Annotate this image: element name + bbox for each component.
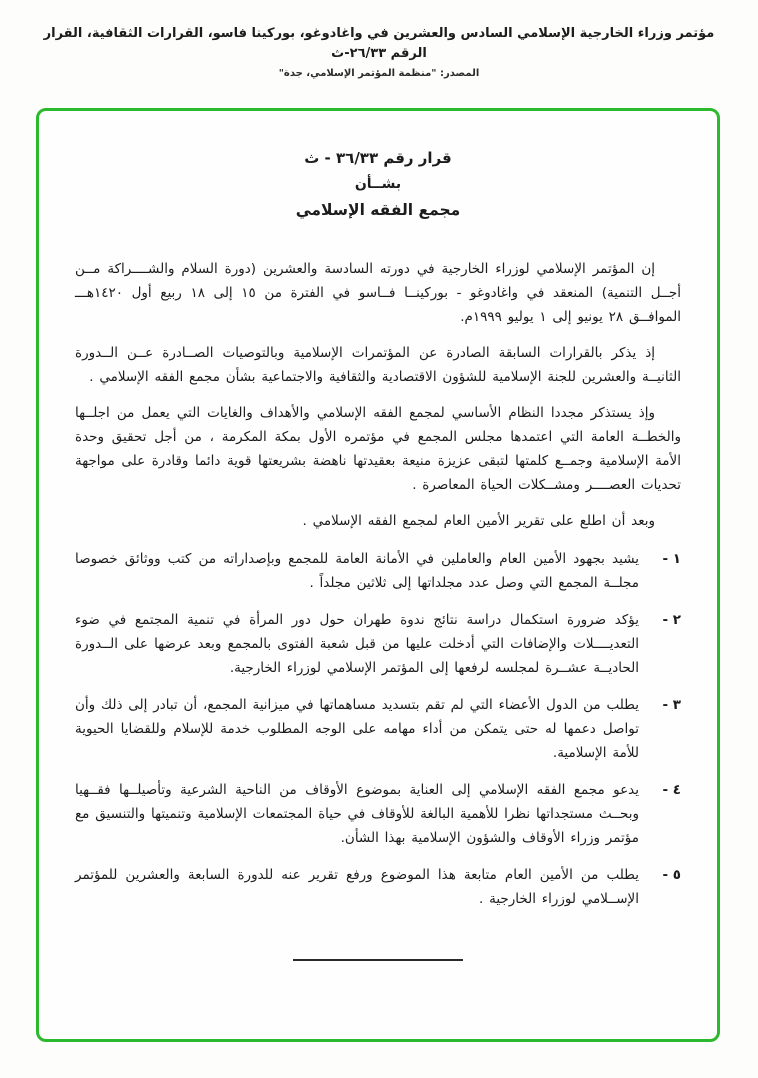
item-number-2: ٢ - <box>662 612 681 628</box>
resolution-item-1 <box>75 547 681 595</box>
footer-divider <box>293 959 463 961</box>
document-header-line: مؤتمر وزراء الخارجية الإسلامي السادس والعشرين في واغادوغو، بوركينا فاسو، القرارات الثقافية، القرار الرقم ٢٦/٣٣-ث <box>43 26 715 61</box>
source-line: المصدر: "منظمة المؤتمر الإسلامي، جدة" <box>278 68 480 79</box>
regarding-label: بشــأن <box>354 176 402 192</box>
resolution-item-2 <box>75 608 681 680</box>
document-frame <box>36 108 720 1042</box>
preamble-paragraph-3: وإذ يستذكر مجددا النظام الأساسي لمجمع الفقه الإسلامي والأهداف والغايات التي يعمل من اجلــها والخطــة العامة التي اعتمدها مجلس المجمع في مؤتمره الأول بمكة المكرمة ، من أجل تحقيق وحدة الأمة الإسلامية وجمــع كلمتها لتبقى عزيزة منيعة بعقيدتها ناهضة بشريعتها قوية دائما وقادرة على مواجهة تحديات العصــــر ومشــكلات الحياة المعاصرة . <box>75 405 681 493</box>
preamble-paragraph-2: إذ يذكر بالقرارات السابقة الصادرة عن المؤتمرات الإسلامية وبالتوصيات الصــادرة عــن الــدورة الثانيــة والعشرين للجنة الإسلامية للشؤون الاقتصادية والثقافية والاجتماعية بشأن مجمع الفقه الإسلامي . <box>75 345 681 385</box>
title-block <box>75 149 681 219</box>
item-text-3: يطلب من الدول الأعضاء التي لم تقم بتسديد مساهماتها في ميزانية المجمع، أن تبادر إلى ذلك وأن تواصل دعمها له حتى يتمكن من أداء مهامه على الوجه المطلوب خدمة للإسلام وللقضايا الحيوية للأمة الإسلامية. <box>75 697 639 761</box>
resolution-item-4 <box>75 778 681 850</box>
preamble-paragraph-1: إن المؤتمر الإسلامي لوزراء الخارجية في دورته السادسة والعشرين (دورة السلام والشــــراكة مــن أجــل التنمية) المنعقد في واغادوغو - بوركينــا فــاسو في الفترة من ١٥ إلى ١٨ ربيع أول ١٤٢٠هـــ الموافــق ٢٨ يونيو إلى ١ يوليو ١٩٩٩م. <box>75 261 681 325</box>
resolution-item-3 <box>75 693 681 765</box>
subject-title: مجمع الفقه الإسلامي <box>295 201 461 219</box>
resolution-items-list <box>75 547 681 911</box>
item-number-1: ١ - <box>662 551 681 567</box>
resolution-number-title: قرار رقم ٣٦/٣٣ - ث <box>304 149 452 167</box>
item-text-5: يطلب من الأمين العام متابعة هذا الموضوع ورفع تقرير عنه للدورة السابعة والعشرين للمؤتمر الإســلامي لوزراء الخارجية . <box>75 867 639 907</box>
item-text-2: يؤكد ضرورة استكمال دراسة نتائج ندوة طهران حول دور المرأة في تنمية المجتمع في ضوء التعديــــلات والإضافات التي أدخلت عليها من قبل شعبة الفتوى بالمجمع وبعد عرضها على الــدورة الحاديــة عشــرة لمجلسه لرفعها إلى المؤتمر الإسلامي لوزراء الخارجية. <box>75 612 639 676</box>
preamble-paragraph-4: وبعد أن اطلع على تقرير الأمين العام لمجمع الفقه الإسلامي . <box>302 513 655 529</box>
item-number-4: ٤ - <box>662 782 681 798</box>
item-number-5: ٥ - <box>662 867 681 883</box>
item-number-3: ٣ - <box>662 697 681 713</box>
resolution-item-5 <box>75 863 681 911</box>
item-text-4: يدعو مجمع الفقه الإسلامي إلى العناية بموضوع الأوقاف من الناحية الشرعية وتأصيلــها فقــهيا وبحــث مستجداتها نظرا للأهمية البالغة للأوقاف في حياة المجتمعات الإسلامية وتنميتها والتنسيق مع مؤتمر وزراء الأوقاف والشؤون الإسلامية بهذا الشأن. <box>75 782 639 846</box>
item-text-1: يشيد بجهود الأمين العام والعاملين في الأمانة العامة للمجمع وبإصداراته من كتب ووثائق خصوصا مجلــة المجمع التي وصل عدد مجلداتها إلى ثلاثين مجلداً . <box>75 551 639 591</box>
